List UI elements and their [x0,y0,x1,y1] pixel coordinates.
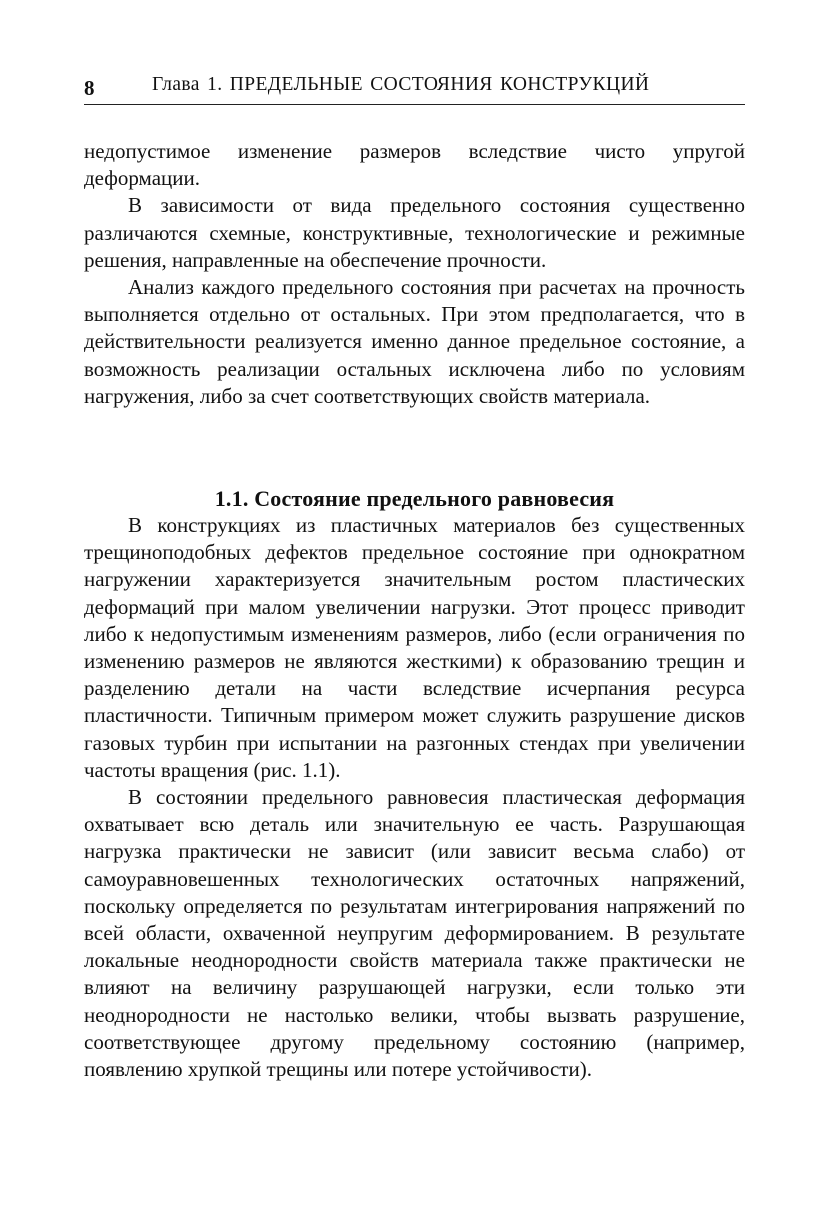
paragraph: В зависимости от вида предельного состояния существенно различаются схемные, конструктивные, технологические и режимные решения, направленные на обеспечение прочности. [84,193,745,272]
paragraph-continuation: недопустимое изменение размеров вследствие чисто упругой деформации. [84,139,745,191]
chapter-title: Глава 1. ПРЕДЕЛЬНЫЕ СОСТОЯНИЯ КОНСТРУКЦИЙ [152,74,650,95]
intro-text-block [84,138,745,410]
section-text-block [84,512,745,1083]
section-heading: 1.1. Состояние предельного равновесия [214,486,615,512]
page-number: 8 [84,76,95,100]
running-header [84,70,745,105]
paragraph: В конструкциях из пластичных материалов без существенных трещиноподобных дефектов предельное состояние при однократном нагружении характеризуется значительным ростом пластических деформаций при малом увеличении нагрузки. Этот процесс приводит либо к недопустимым изменениям размеров, либо (если ограничения по изменению размеров не являются жесткими) к образованию трещин и разделению детали на части вследствие исчерпания ресурса пластичности. Типичным примером может служить разрушение дисков газовых турбин при испытании на разгонных стендах при увеличении частоты вращения (рис. 1.1). [84,513,745,782]
paragraph: В состоянии предельного равновесия пластическая деформация охватывает всю деталь или значительную ее часть. Разрушающая нагрузка практически не зависит (или зависит весьма слабо) от самоуравновешенных технологических остаточных напряжений, поскольку определяется по результатам интегрирования напряжений по всей области, охваченной неупругим деформированием. В результате локальные неоднородности свойств материала также практически не влияют на величину разрушающей нагрузки, если только эти неоднородности не настолько велики, чтобы вызвать разрушение, соответствующее другому предельному состоянию (например, появлению хрупкой трещины или потере устойчивости). [84,785,745,1082]
paragraph: Анализ каждого предельного состояния при расчетах на прочность выполняется отдельно от остальных. При этом предполагается, что в действительности реализуется именно данное предельное состояние, а возможность реализации остальных исключена либо по условиям нагружения, либо за счет соответствующих свойств материала. [84,275,745,408]
